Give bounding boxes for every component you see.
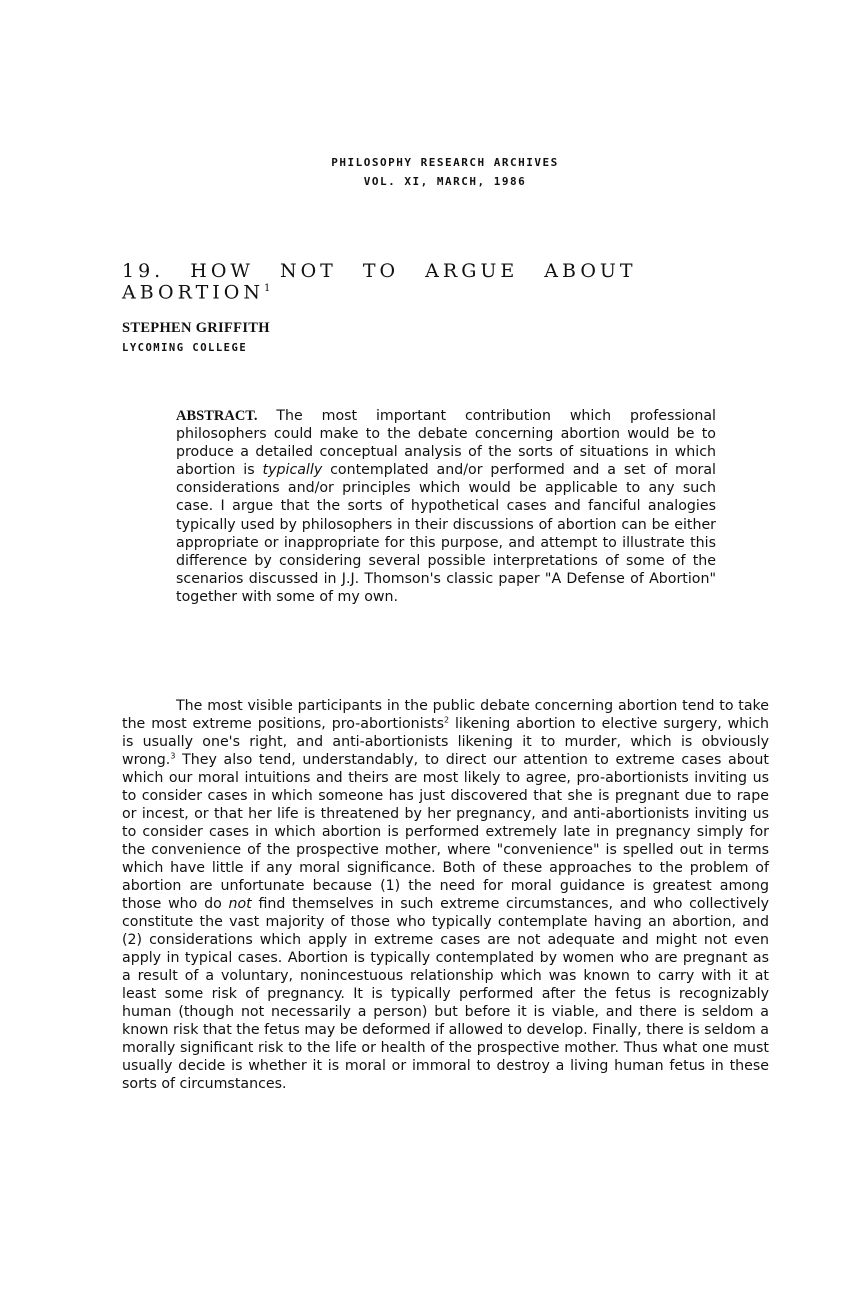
author-name: STEPHEN GRIFFITH <box>122 320 270 336</box>
body-text-1: The most visible participants in the public debate concerning abortion tend to take the most extreme positions, pro-abortionists <box>122 698 769 732</box>
journal-volume: VOL. XI, MARCH, 1986 <box>363 175 527 188</box>
article-title-text: 19. HOW NOT TO ARGUE ABOUT ABORTION <box>122 260 637 304</box>
body-emphasis: not <box>228 896 252 912</box>
abstract-label: ABSTRACT. <box>176 408 258 424</box>
author-affiliation: LYCOMING COLLEGE <box>122 342 248 354</box>
footnote-marker-3: 3 <box>170 751 176 761</box>
body-text-3: They also tend, understandably, to direct our attention to extreme cases about which our moral intuitions and theirs are most likely to agree, pro-abortionists inviting us to consider cases in which someone has just discovered that she is pregnant due to rape or incest, or that her life is threatened by her pregnancy, and anti-abortionists inviting us to consider cases in which abortion is performed extremely late in pregnancy simply for the convenience of the prospective mother, where "convenience" is spelled out in terms which have little if any moral significance. Both of these approaches to the problem of abortion are unfortunate because (1) the need for moral guidance is greatest among those who do <box>122 752 769 912</box>
article-title <box>122 260 722 304</box>
body-text-4: find themselves in such extreme circumstances, and who collectively constitute the vast majority of those who typically contemplate having an abortion, and (2) considerations which apply in extreme cases are not adequate and might not even apply in typical cases. Abortion is typically contemplated by women who are pregnant as a result of a voluntary, nonincestuous relationship which was known to carry with it at least some risk of pregnancy. It is typically performed after the fetus is recognizably human (though not necessarily a person) but before it is viable, and there is seldom a known risk that the fetus may be deformed if allowed to develop. Finally, there is seldom a morally significant risk to the life or health of the prospective mother. Thus what one must usually decide is whether it is moral or immoral to destroy a living human fetus in these sorts of circumstances. <box>122 896 769 1092</box>
abstract-text-1: The most important contribution which professional philosophers could make to the debate concerning abortion would be to produce a detailed conceptual analysis of the sorts of situations in which abortion is <box>176 408 716 479</box>
journal-name: PHILOSOPHY RESEARCH ARCHIVES <box>331 156 559 169</box>
abstract-emphasis: typically <box>262 462 323 479</box>
body-text-2: likening abortion to elective surgery, which is usually one's right, and anti-abortionists likening it to murder, which is obviously wrong. <box>122 716 769 768</box>
footnote-marker-2: 2 <box>443 715 450 725</box>
body-paragraph <box>122 697 769 1093</box>
title-footnote-marker: 1 <box>263 283 271 294</box>
abstract <box>176 407 716 606</box>
abstract-text-2: contemplated and/or performed and a set of moral considerations and/or principles which would be applicable to any such case. I argue that the sorts of hypothetical cases and fanciful analogies typically used by philosophers in their discussions of abortion can be either appropriate or inappropriate for this purpose, and attempt to illustrate this difference by considering several possible interpretations of some of the scenarios discussed in J.J. Thomson's classic paper "A Defense of Abortion" together with some of my own. <box>176 462 716 605</box>
